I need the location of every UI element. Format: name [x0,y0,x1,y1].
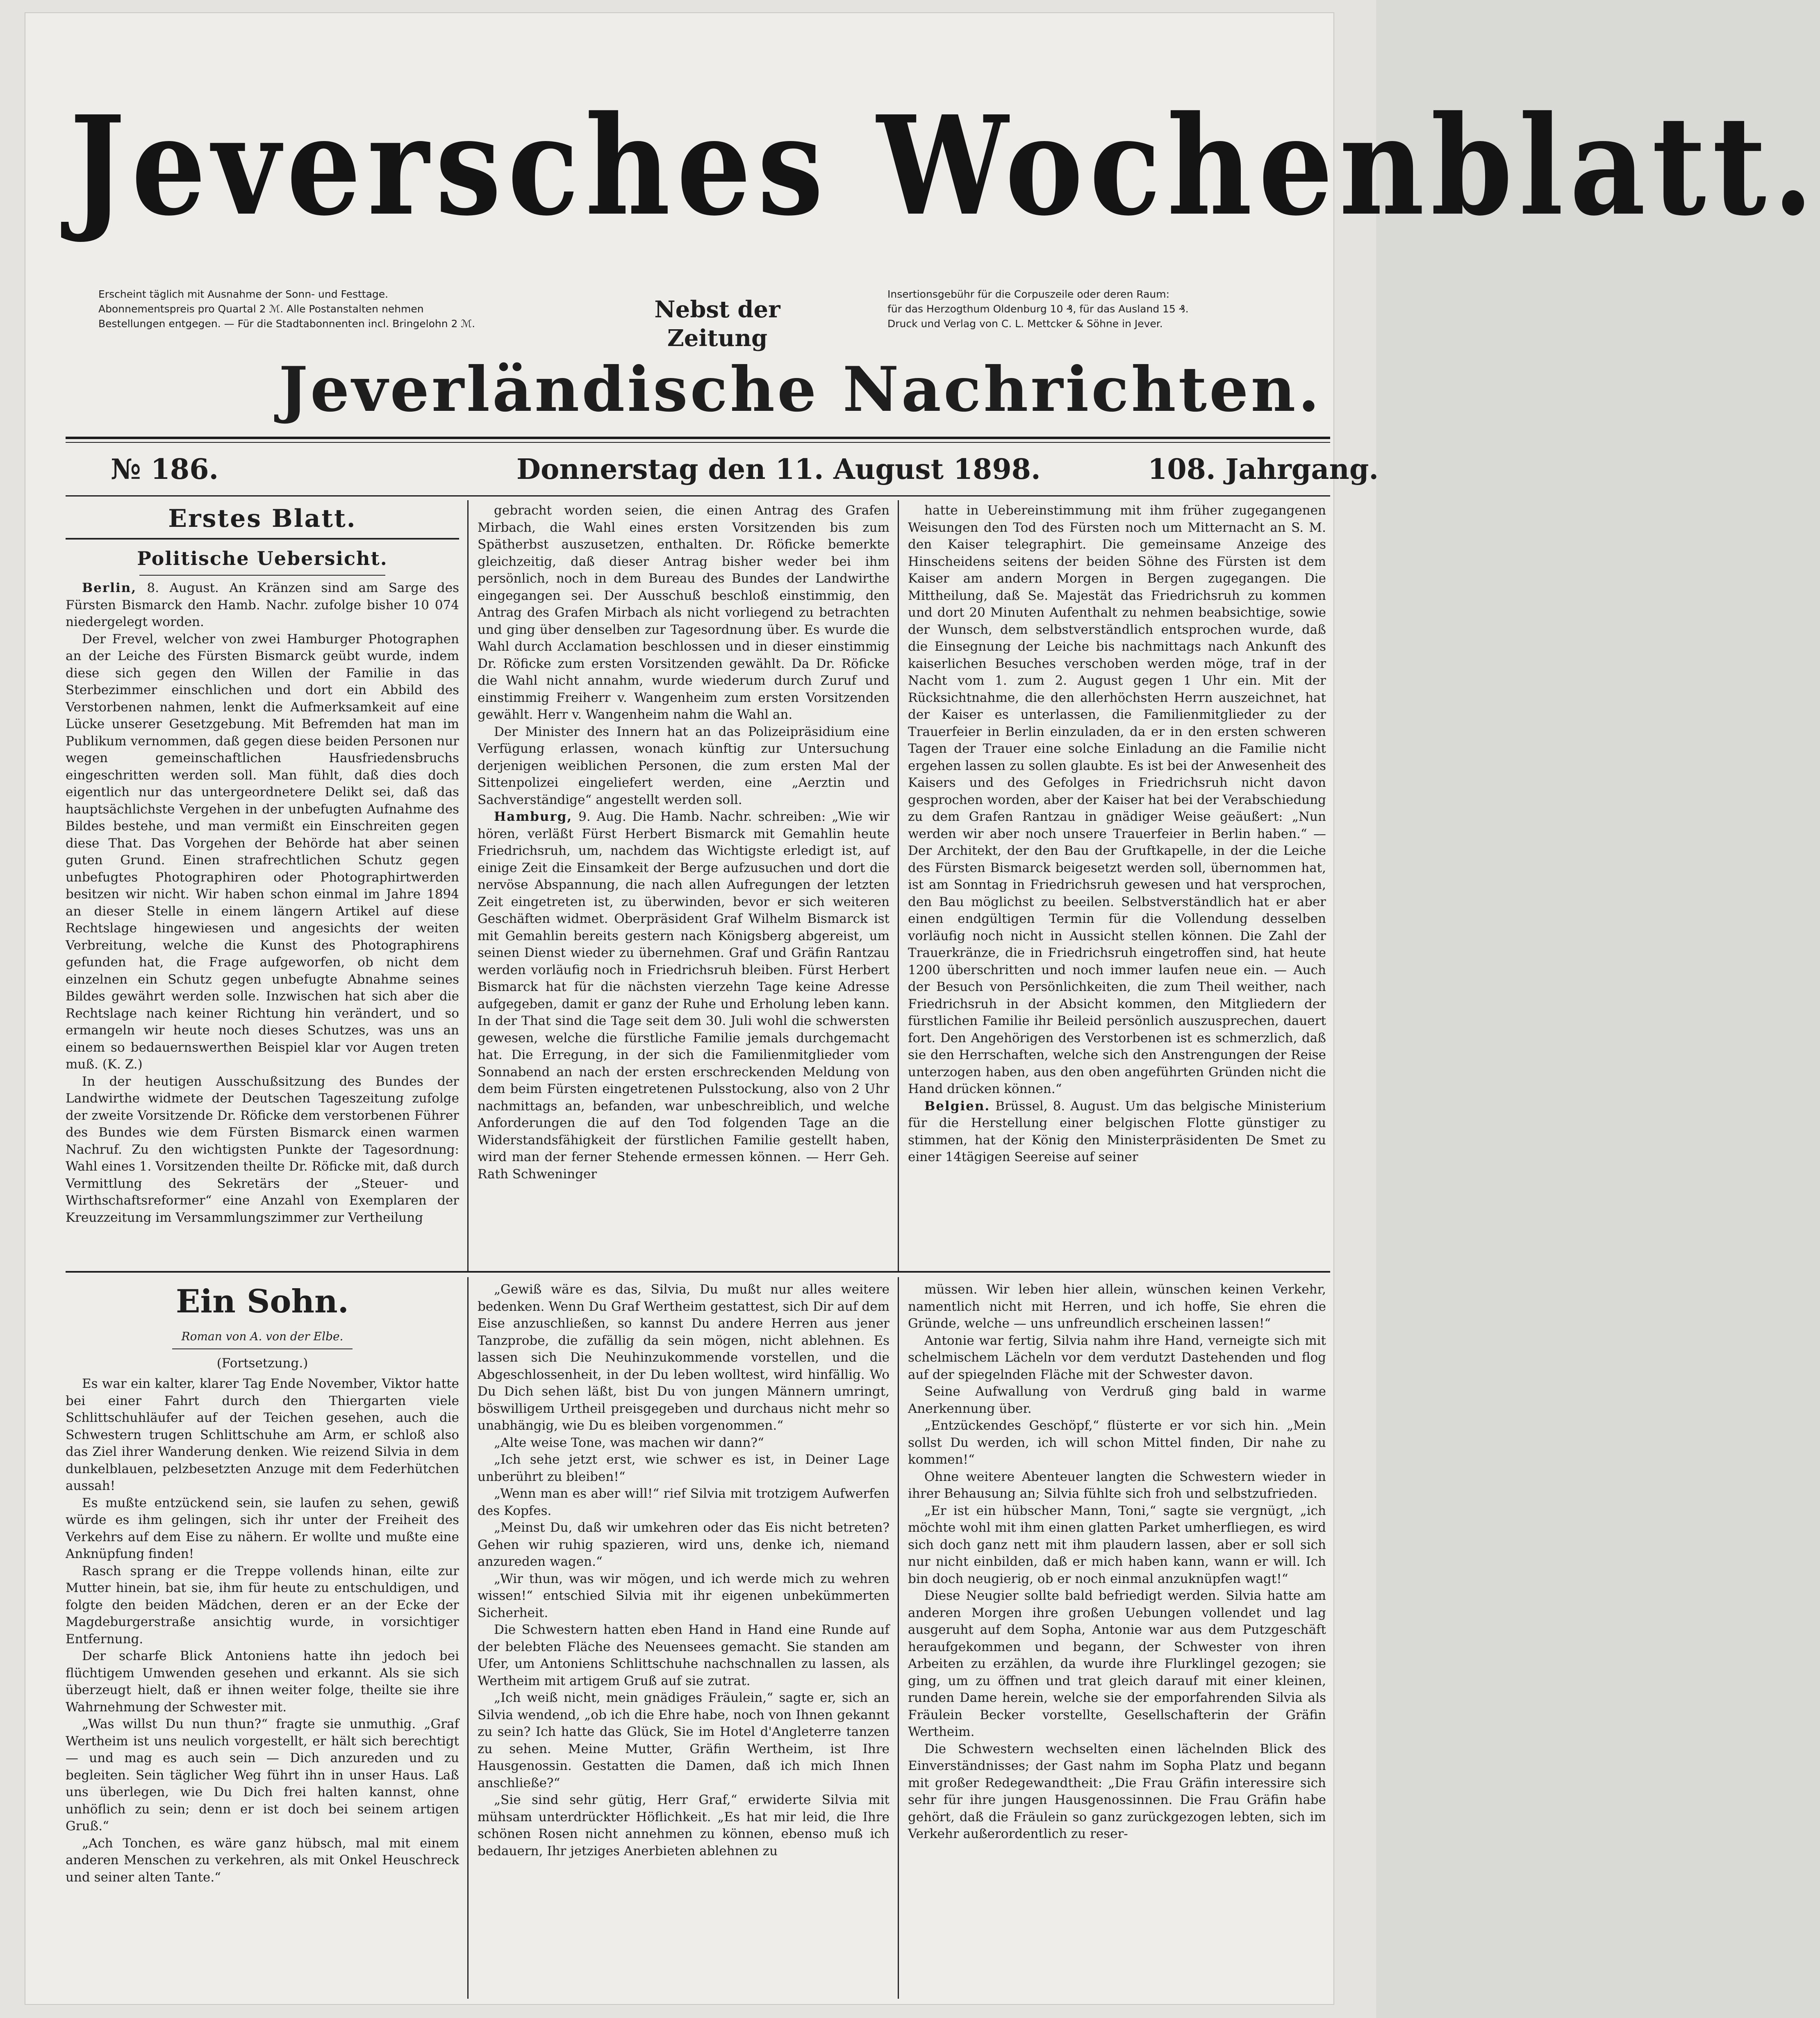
column-rule [467,500,469,1271]
column-story-3 [908,1281,1326,1999]
paragraph: Der scharfe Blick Antoniens hatte ihn jedoch bei flüchtigem Umwenden gesehen und erkannt. Als sie sich überzeugt hielt, daß er ihnen weiter folge, theilte sie ihre Wahrnehmung der Schwester mit. [66,1649,459,1715]
top-rule-thin [66,442,1330,443]
notice-line: Insertionsgebühr für die Corpuszeile oder deren Raum: [887,288,1170,300]
column-rule [467,1277,469,1999]
paragraph: „Ach Tonchen, es wäre ganz hübsch, mal mit einem anderen Menschen zu verkehren, als mit Onkel Heuschreck und seiner alten Tante.“ [66,1836,459,1885]
paragraph: „Entzückendes Geschöpf,“ flüsterte er vor sich hin. „Mein sollst Du werden, ich will schon Mittel finden, Dir nahe zu kommen!“ [908,1418,1326,1467]
paragraph: Es mußte entzückend sein, sie laufen zu sehen, gewiß würde es ihm gelingen, sich ihr unter der Freiheit des Verkehrs auf dem Eise zu nähern. Er wollte und mußte eine Anknüpfung finden! [66,1495,459,1561]
issue-date: Donnerstag den 11. August 1898. [516,453,1041,486]
top-rule [66,437,1330,439]
dateline-lead: Hamburg, [494,809,573,824]
paragraph: „Gewiß wäre es das, Silvia, Du mußt nur alles weitere bedenken. Wenn Du Graf Wertheim gestattest, sich Dir auf dem Eise anzuschließen, so kannst Du andere Herren aus jener Tanzprobe, die zufällig da sein mögen, nicht ablehnen. Es lassen sich Die Neuhinzukommende vorstellen, und die Abgeschlossenheit, in der Du leben wolltest, wird hinfällig. Wo Du Dich sehen läßt, bist Du von jungen Männern umringt, böswilligem Urtheil preisgegeben und durchaus nicht mehr so unabhängig, wie Du es bleiben vorgenommen.“ [478,1282,890,1433]
paragraph-text: In der heutigen Ausschußsitzung des Bundes der Landwirthe widmete der Deutschen Tageszeitung zufolge der zweite Vorsitzende Dr. Röficke dem verstorbenen Führer des Bundes wie dem Fürsten Bismarck einen warmen Nachruf. Zu den wichtigsten Punkte der Tagesordnung: Wahl eines 1. Vorsitzenden theilte Dr. Röficke mit, daß durch Vermittlung des Sekretärs der „Steuer- und Wirthschaftsreformer“ eine Anzahl von Exemplaren der Kreuzzeitung im Versammlungszimmer zur Vertheilung [66,1074,459,1225]
story-body [66,1376,459,1886]
notice-line: Bestellungen entgegen. — Für die Stadtabonnenten incl. Bringelohn 2 ℳ. [98,318,475,330]
notice-line: Abonnementspreis pro Quartal 2 ℳ. Alle Postanstalten nehmen [98,303,424,315]
paragraph: Seine Aufwallung von Verdruß ging bald in warme Anerkennung über. [908,1384,1326,1416]
paragraph: Rasch sprang er die Treppe vollends hinan, eilte zur Mutter hinein, bat sie, ihm für heute zu entschuldigen, und folgte den beiden Mädchen, deren er an der Ecke der Magdeburgerstraße ansichtig wurde, in vorsichtiger Entfernung. [66,1563,459,1647]
dateline-lead: Berlin, [82,581,137,595]
paragraph-text: Brüssel, 8. August. Um das belgische Ministerium für die Herstellung einer belgischen Flotte günstiger zu stimmen, hat der König den Ministerpräsidenten De Smet zu einer 14tägigen Seereise auf seiner [908,1098,1326,1164]
story-byline: Roman von A. von der Elbe. [181,1330,344,1343]
nebst-label: Nebst der Zeitung [654,296,780,352]
story-title: Ein Sohn. [176,1283,349,1320]
article-body [66,580,459,1226]
subtitle-title: Jeverländische Nachrichten. [279,353,1322,426]
volume-number: 108. Jahrgang. [1148,453,1379,486]
paragraph: Es war ein kalter, klarer Tag Ende November, Viktor hatte bei einer Fahrt durch den Thiergarten viele Schlittschuhläufer auf der Teichen gesehen, auch die Schwestern trugen Schlittschuhe am Arm, er schloß also das Ziel ihrer Wanderung denken. Wie reizend Silvia in dem dunkelblauen, pelzbesetzten Anzuge mit dem Federhütchen aussah! [66,1376,459,1493]
paragraph [66,631,459,1073]
column-story-2 [478,1281,890,1999]
paragraph [478,724,890,809]
paragraph: Antonie war fertig, Silvia nahm ihre Hand, verneigte sich mit schelmischem Lächeln vor dem verdutzt Dastehenden und flog auf der spiegelnden Fläche mit der Schwester davon. [908,1333,1326,1382]
feuilleton-rule [66,1271,1330,1273]
notice-line: Erscheint täglich mit Ausnahme der Sonn- und Festtage. [98,288,389,300]
paragraph: „Alte weise Tone, was machen wir dann?“ [494,1435,764,1450]
paragraph: Ohne weitere Abenteuer langten die Schwestern wieder in ihrer Behausung an; Silvia fühlte sich froh und selbstzufrieden. [908,1469,1326,1501]
column-news-2 [478,502,890,1267]
paragraph-text: gebracht worden seien, die einen Antrag des Grafen Mirbach, die Wahl eines ersten Vorsitzenden bis zum Spätherbst auszusetzen, enthalten. Dr. Röficke bemerkte gleichzeitig, daß dieser Antrag bisher weder bei ihm persönlich, noch in dem Bureau des Bundes der Landwirthe eingegangen sei. Der Ausschuß beschloß einstimmig, den Antrag des Grafen Mirbach als nicht vorliegend zu betrachten und ging über denselben zur Tagesordnung über. Es wurde die Wahl durch Acclamation beschlossen und in dieser einstimmig Dr. Röficke zum ersten Vorsitzenden gewählt. Da Dr. Röficke die Wahl nicht annahm, wurde wiederum durch Zuruf und einstimmig Freiherr v. Wangenheim zum ersten Vorsitzenden gewählt. Herr v. Wangenheim nahm die Wahl an. [478,503,890,722]
paragraph: Die Schwestern wechselten einen lächelnden Blick des Einverständnisses; der Gast nahm im Sopha Platz und begann mit großer Redegewandtheit: „Die Frau Gräfin interessire sich sehr für ihre jungen Hausgenossinnen. Die Frau Gräfin habe gehört, daß die Fräulein so ganz zurückgezogen lebten, sich im Verkehr außerordentlich zu reser- [908,1741,1326,1841]
column-story-1 [66,1277,459,1999]
advertising-notice [887,287,1330,331]
newspaper-page [25,12,1820,2005]
paragraph-text: 8. August. An Kränzen sind am Sarge des Fürsten Bismarck den Hamb. Nachr. zufolge bisher 10 074 niedergelegt worden. [66,581,459,629]
paragraph-text: Der Frevel, welcher von zwei Hamburger Photographen an der Leiche des Fürsten Bismarck geübt wurde, indem diese sich gegen den Willen der Familie in das Sterbezimmer einschlichen und dort ein Abbild des Verstorbenen nahmen, lenkt die Aufmerksamkeit auf eine Lücke unserer Gesetzgebung. Mit Befremden hat man im Publikum vernommen, daß gegen diese beiden Personen nur wegen gemeinschaftlichen Hausfriedensbruchs eingeschritten werden soll. Man fühlt, daß dies doch eigentlich nur das untergeordnetere Delikt sei, daß das hauptsächlichste Vergehen in der unbefugten Aufnahme des Bildes bestehe, und man vermißt ein Einschreiten gegen diese That. Das Vorgehen der Behörde hat aber seinen guten Grund. Einen strafrechtlichen Schutz gegen unbefugtes Photographiren oder Photographirtwerden besitzen wir nicht. Wir haben schon einmal im Jahre 1894 an dieser Stelle in einem längern Artikel auf diese Rechtslage hingewiesen und angesichts der weiten Verbreitung, welche die Kunst des Photographirens gefunden hat, die Frage aufgeworfen, ob nicht dem einzelnen ein Schutz gegen unbefugte Abnahme seines Bildes gewährt werden solle. Inzwischen hat sich aber die Rechtslage nach keiner Richtung hin verändert, und so ermangeln wir heute noch dieses Schutzes, was uns an einem so bedauernswerthen Beispiel klar vor Augen treten muß. (K. Z.) [66,631,459,1072]
paragraph [66,580,459,631]
masthead-title: Jeversches Wochenblatt. [70,86,1820,246]
dateline-lead: Belgien. [924,1098,990,1114]
paragraph: „Ich sehe jetzt erst, wie schwer es ist, in Deiner Lage unberührt zu bleiben!“ [478,1452,890,1484]
paragraph: „Meinst Du, daß wir umkehren oder das Eis nicht betreten? Gehen wir ruhig spazieren, wird uns, denke ich, niemand anzureden wagen.“ [478,1520,890,1569]
section-title: Erstes Blatt. [168,504,357,533]
byline-rule [172,1348,353,1349]
paragraph: „Wir thun, was wir mögen, und ich werde mich zu wehren wissen!“ entschied Silvia mit ihr eigenen unbekümmerten Sicherheit. [478,1571,890,1620]
paragraph-text: 9. Aug. Die Hamb. Nachr. schreiben: „Wie wir hören, verläßt Fürst Herbert Bismarck mit Gemahlin heute Friedrichsruh, um, nachdem das Wichtigste erledigt ist, auf einige Zeit die Einsamkeit der Berge aufzusuchen und dort die nervöse Abspannung, die nach allen Aufregungen der letzten Zeit eingetreten ist, zu überwinden, bevor er sich weiteren Geschäften widmet. Oberpräsident Graf Wilhelm Bismarck ist mit Gemahlin bereits gestern nach Königsberg abgereist, um seinen Dienst wieder zu übernehmen. Graf und Gräfin Rantzau werden vorläufig noch in Friedrichsruh bleiben. Fürst Herbert Bismarck hat für die nächsten vierzehn Tage keine Adresse aufgegeben, damit er ganz der Ruhe und Erholung leben kann. In der That sind die Tage seit dem 30. Juli wohl die schwersten gewesen, welche die fürstliche Familie jemals durchgemacht hat. Die Erregung, in der sich die Familienmitglieder vom Sonnabend an nach der ersten erschreckenden Meldung von dem beim Fürsten eingetretenen Pulsstockung, also von 2 Uhr nachmittags an, befanden, war unbeschreiblich, und welche Anforderungen die auf den Tod folgenden Tage an die Widerstandsfähigkeit der fürstlichen Familie gestellt haben, wird man der ferner Stehende ermessen können. — Herr Geh. Rath Schweninger [478,809,890,1182]
story-body [908,1281,1326,1843]
paragraph [478,502,890,724]
dateline-rule [66,495,1330,497]
paragraph: „Sie sind sehr gütig, Herr Graf,“ erwiderte Silvia mit mühsam unterdrückter Höflichkeit. „Es hat mir leid, die Ihre schönen Rosen nicht annehmen zu können, ebenso muß ich bedauern, Ihr jetziges Anerbieten ablehnen zu [478,1793,890,1859]
paragraph: „Er ist ein hübscher Mann, Toni,“ sagte sie vergnügt, „ich möchte wohl mit ihm einen glatten Parket umherfliegen, es wird sich doch ganz nett mit ihm plaudern lassen, aber er soll sich nur nicht einbilden, daß er mich haben kann, wann er will. Ich bin doch neugierig, ob er noch einmal anzuknüpfen wagt!“ [908,1503,1326,1586]
heading-rule [139,575,385,576]
paragraph: „Was willst Du nun thun?“ fragte sie unmuthig. „Graf Wertheim ist uns neulich vorgestellt, er hält sich berechtigt — und mag es auch sein — Dich anzureden und zu begleiten. Sein täglicher Weg führt ihn in unser Haus. Laß uns überlegen, wie Du Dich frei halten kannst, ohne unhöflich zu sein; denn er ist doch bei seinem artigen Gruß.“ [66,1717,459,1834]
section-heading: Politische Uebersicht. [137,547,388,569]
paragraph: Diese Neugier sollte bald befriedigt werden. Silvia hatte am anderen Morgen ihre großen Uebungen vollendet und lag ausgeruht auf dem Sopha, Antonie war aus dem Putzgeschäft heraufgekommen und begann, der Schwester von ihren Arbeiten zu erzählen, da wurde ihre Flurklingel gezogen; sie ging, um zu öffnen und trat gleich darauf mit einer kleinen, runden Dame herein, welche sie der emporfahrenden Silvia als Fräulein Becker vorstellte, Gesellschafterin der Gräfin Wertheim. [908,1588,1326,1739]
section-rule [66,538,459,540]
notice-line: Druck und Verlag von C. L. Mettcker & Söhne in Jever. [887,318,1163,330]
notice-line: für das Herzogthum Oldenburg 10 ₰, für das Ausland 15 ₰. [887,303,1189,315]
issue-number: № 186. [111,453,219,486]
article-body [908,502,1326,1166]
paragraph-text: Der Minister des Innern hat an das Polizeipräsidium eine Verfügung erlassen, wonach künftig zur Untersuchung derjenigen weiblichen Personen, die zum ersten Mal der Sittenpolizei eingeliefert werden, eine „Aerztin und Sachverständige“ angestellt werden soll. [478,724,890,807]
paragraph [908,502,1326,1098]
paragraph: müssen. Wir leben hier allein, wünschen keinen Verkehr, namentlich nicht mit Herren, und ich hoffe, Sie ehren die Gründe, welche — uns unfreundlich erscheinen lassen!“ [908,1282,1326,1331]
subscription-notice [98,287,516,331]
paragraph-text: hatte in Uebereinstimmung mit ihm früher zugegangenen Weisungen den Tod des Fürsten noch um Mitternacht an S. M. den Kaiser telegraphirt. Die gemeinsame Anzeige des Hinscheidens seitens der beiden Söhne des Fürsten ist dem Kaiser am andern Morgen in Bergen zugegangen. Die Mittheilung, daß Se. Majestät das Friedrichsruh zu kommen und dort 20 Minuten Aufenthalt zu nehmen beabsichtige, sowie der Wunsch, dem selbstverständlich entsprochen wurde, daß die Einsegnung der Leiche bis nachmittags nach Ankunft des kaiserlichen Besuches verschoben werden möge, traf in der Nacht vom 1. zum 2. August gegen 1 Uhr ein. Mit der Rücksichtnahme, die den allerhöchsten Herrn auszeichnet, hat der Kaiser es unterlassen, die Familienmitglieder zu der Trauerfeier in Berlin einzuladen, da er in den ersten schweren Tagen der Trauer eine solche Einladung an die Familie nicht ergehen lassen zu sollen glaubte. Es ist bei der Anwesenheit des Kaisers und des Gefolges in Friedrichsruh nicht davon gesprochen worden, aber der Kaiser hat bei der Verabschiedung zu dem Grafen Rantzau in gnädiger Weise geäußert: „Nun werden wir aber noch unsere Trauerfeier in Berlin haben.“ — Der Architekt, der den Bau der Gruftkapelle, in der die Leiche des Fürsten Bismarck beigesetzt werden soll, übernommen hat, ist am Sonntag in Friedrichsruh gewesen und hat versprochen, den Bau möglichst zu beeilen. Selbstverständlich hat er aber einen endgültigen Termin für die Vollendung desselben vorläufig noch nicht in Aussicht stellen können. Die Zahl der Trauerkränze, die in Friedrichsruh eingetroffen sind, hat heute 1200 überschritten und noch immer laufen neue ein. — Auch der Besuch von Persönlichkeiten, die zum Theil weither, nach Friedrichsruh in der Absicht kommen, den Mitgliedern der fürstlichen Familie ihr Beileid persönlich auszusprechen, dauert fort. Den Angehörigen des Verstorbenen ist es schmerzlich, daß sie den Herrschaften, welche sich den Anstrengungen der Reise unterzogen haben, aus den oben angeführten Gründen nicht die Hand drücken können.“ [908,503,1326,1096]
paragraph [66,1073,459,1227]
paragraph: „Wenn man es aber will!“ rief Silvia mit trotzigem Aufwerfen des Kopfes. [478,1486,890,1518]
column-politics [66,500,459,1267]
column-news-3 [908,502,1326,1267]
dateline [70,447,1379,492]
paragraph: „Ich weiß nicht, mein gnädiges Fräulein,“ sagte er, sich an Silvia wendend, „ob ich die Ehre habe, noch von Ihnen gekannt zu sein? Ich hatte das Glück, Sie im Hotel d'Angleterre tanzen zu sehen. Meine Mutter, Gräfin Wertheim, ist Ihre Hausgenossin. Gestatten die Damen, daß ich mich Ihnen anschließe?“ [478,1690,890,1790]
column-rule [898,500,899,1271]
paragraph: Die Schwestern hatten eben Hand in Hand eine Runde auf der belebten Fläche des Neuensees gemacht. Sie standen am Ufer, um Antoniens Schlittschuhe nachschnallen zu lassen, als Wertheim mit artigem Gruß auf sie zutrat. [478,1622,890,1688]
article-body [478,502,890,1183]
story-body [478,1281,890,1860]
column-rule [898,1277,899,1999]
paragraph [908,1098,1326,1166]
story-continued: (Fortsetzung.) [216,1356,308,1371]
paragraph [478,809,890,1183]
